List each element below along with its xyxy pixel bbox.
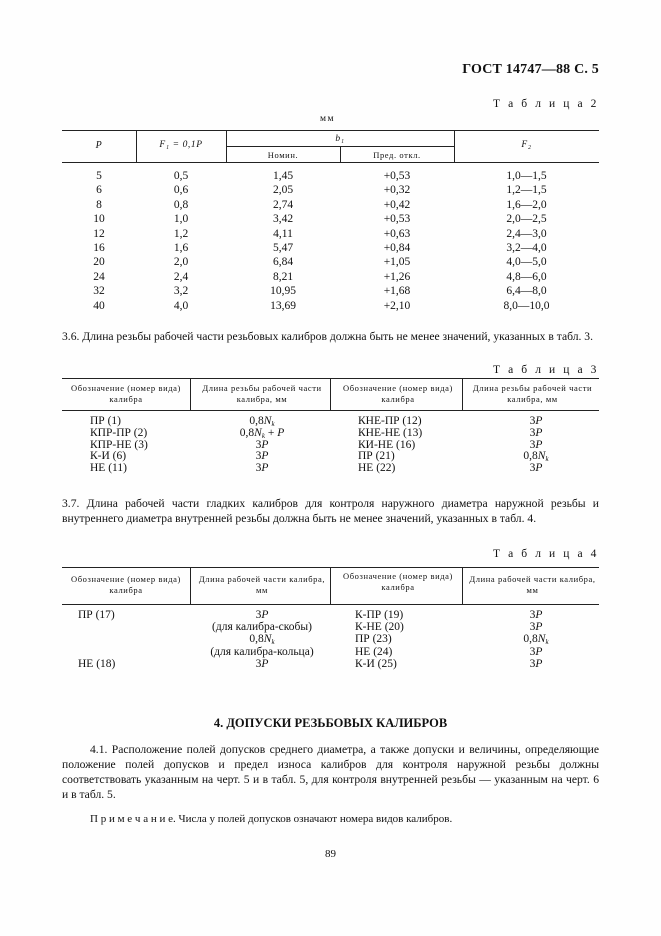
table-2-cell: 6,84 [272,256,294,269]
table-4-vrule [462,567,463,604]
table-4-length: 3P [529,657,543,670]
table-2-cell: 4,8—6,0 [506,270,547,283]
table-2-cell: 1,0 [173,213,189,226]
table-4-designation: К-НЕ (20) [355,621,404,634]
table-2-header-nominal: Номин. [267,150,299,160]
table-2-cell: 8,21 [272,270,294,283]
table-2-cell: +0,63 [383,227,411,240]
table-3-length: 3P [529,415,543,427]
table-3-designation: КПР-НЕ (3) [90,438,148,451]
table-2-cell: 2,0—2,5 [506,213,547,226]
table-4-caption: Т а б л и ц а 4 [492,548,599,560]
table-3-designation: НЕ (22) [358,462,396,475]
table-2-cell: +1,68 [383,285,411,298]
table-2-cell: 1,0—1,5 [506,170,547,182]
table-4-vrule [190,567,191,604]
table-2-cell: +2,10 [383,299,411,312]
table-4-header-designation: Обозначение (номер вида) калибра [71,574,181,595]
table-2-cell: 6 [96,184,102,197]
table-3-length: 3P [255,438,269,451]
table-2-cell: 4,0 [173,299,189,312]
table-3-header-designation: Обозначение (номер вида) калибра [343,383,453,404]
table-2-cell: 1,2—1,5 [506,184,547,197]
table-3-vrule [190,378,191,410]
table-2-cell: 2,05 [272,184,294,197]
table-4-length: $0,8N_k$ [523,633,549,647]
table-2-cell: +0,53 [383,213,411,226]
table-2-cell: 32 [93,285,105,298]
table-4-designation: НЕ (24) [355,645,393,658]
table-2-cell: +1,05 [383,256,411,269]
table-2-cell: +0,84 [383,242,411,254]
table-4-length: 3P [255,609,269,621]
table-3-length: $0,8N_k$ [523,450,549,464]
table-2-cell: 10 [93,213,105,226]
table-2-cell: +0,32 [383,184,411,197]
table-2-cell: 10,95 [270,285,296,298]
table-4-length: (для калибра-скобы) [212,621,312,634]
table-2-header-p: P [95,140,103,151]
table-3-length: $0,8N_k$ [249,415,275,428]
table-2-cell: 1,2 [173,227,189,240]
note-label: П р и м е ч а н и е. [90,813,176,825]
table-2-cell: 24 [93,270,105,283]
table-2-cell: 20 [93,256,105,269]
section-title: 4. ДОПУСКИ РЕЗЬБОВЫХ КАЛИБРОВ [213,716,448,730]
table-2-cell: 13,69 [270,299,296,312]
table-3-designation: КНЕ-НЕ (13) [358,426,423,439]
paragraph-3-7: 3.7. Длина рабочей части гладких калибров для контроля наружного диаметра наружной резьбы и внутреннего диаметра внутренней резьбы должна быть не менее значений, указанных в табл. 4. [62,497,599,525]
table-4-designation: НЕ (18) [78,658,116,670]
table-3-caption: Т а б л и ц а 3 [492,364,599,376]
table-3-length: $0,8N_k + P$ [239,426,285,440]
paragraph-4-1: 4.1. Расположение полей допусков среднего диаметра, а также допуски и величины, определяющие положение полей допусков и предел износа калибров для контроля наружной резьбы должны соответствовать указанным на черт. 5 и в табл. 5, для контроля внутренней резьбы — указанным на черт. 6 и в табл. 5. [62,743,599,801]
table-2-cell: +0,53 [383,170,411,182]
table-2-cell: 4,0—5,0 [506,256,547,269]
table-4-header-rule [62,604,599,605]
table-4-length: 3P [529,621,543,634]
table-2-cell: 1,45 [272,170,294,182]
table-2-header-f1: F₁ = 0,1P [159,140,203,150]
table-4-designation: К-ПР (19) [355,609,404,621]
table-4-designation: ПР (17) [78,609,115,621]
page-header: ГОСТ 14747—88 С. 5 [462,62,599,77]
table-4-header-length: Длина рабочей части калибра, мм [469,574,596,595]
table-4-vrule [330,567,331,604]
table-3-header-length: Длина резьбы рабочей части калибра, мм [202,383,322,404]
table-4-length: (для калибра-кольца) [210,645,314,658]
table-2-cell: 0,5 [173,170,189,182]
table-2-cell: 3,2 [173,285,189,298]
table-3-designation: КНЕ-ПР (12) [358,415,422,427]
table-3-designation: КИ-НЕ (16) [358,438,416,451]
table-2-cell: 8,0—10,0 [503,299,550,312]
table-4-header-designation: Обозначение (номер вида) калибра [343,571,453,592]
table-4-length: 3P [255,657,269,670]
table-3-header-length: Длина резьбы рабочей части калибра, мм [472,383,593,404]
table-4-length: 3P [529,609,543,621]
table-2-cell: 2,4—3,0 [506,227,547,240]
table-2-cell: 16 [93,242,105,254]
table-2-cell: 4,11 [273,227,293,240]
table-2-cell: 12 [93,227,105,240]
table-3-length: 3P [529,426,543,439]
table-3-length: 3P [255,462,269,475]
table-2-cell: +0,42 [383,198,411,211]
table-2-unit: мм [320,114,336,124]
table-3-vrule [462,378,463,410]
page-number: 89 [325,848,336,860]
table-2-cell: 5 [96,170,102,182]
table-4-header-length: Длина рабочей части калибра, мм [198,574,326,595]
table-2-caption: Т а б л и ц а 2 [492,98,599,110]
table-2-cell: 2,4 [173,270,189,283]
table-3-length: 3P [529,438,543,451]
table-3-designation: КПР-ПР (2) [90,426,148,439]
table-3-length: 3P [255,450,269,463]
table-3-header-designation: Обозначение (номер вида) калибра [71,383,181,404]
note [90,812,599,827]
table-2-cell: 1,6—2,0 [506,198,547,211]
table-2-cell: 3,42 [272,213,294,226]
table-3-designation: ПР (1) [90,415,121,427]
table-2-cell: 8 [96,198,102,211]
table-2-header-b1: b₁ [335,134,345,144]
table-4-length: $0,8N_k$ [249,633,275,647]
table-2-header-f2: F₂ [521,140,532,150]
table-2-cell: +1,26 [383,270,411,283]
table-2-cell: 2,0 [173,256,189,269]
table-4-designation: К-И (25) [355,657,397,670]
table-2-cell: 1,6 [173,242,189,254]
table-2-cell: 0,8 [173,198,189,211]
note-text: Числа у полей допусков означают номера видов калибров. [178,813,453,825]
table-3-vrule [330,378,331,410]
table-4-length: 3P [529,645,543,658]
table-2-cell: 2,74 [272,198,294,211]
table-3-designation: К-И (6) [90,450,127,463]
table-2-header-rule [62,162,599,163]
table-2-cell: 6,4—8,0 [506,285,547,298]
table-4-designation: ПР (23) [355,633,392,646]
table-2-cell: 0,6 [173,184,189,197]
table-2-cell: 5,47 [272,242,294,254]
table-2-header-deviation: Пред. откл. [373,150,421,160]
paragraph-3-6: 3.6. Длина резьбы рабочей части резьбовых калибров должна быть не менее значений, указанных в табл. 3. [62,330,593,343]
table-2-top-rule [62,130,599,131]
table-3-designation: НЕ (11) [90,462,127,475]
table-2-cell: 40 [93,299,105,312]
table-2-cell: 3,2—4,0 [506,242,547,254]
table-3-header-rule [62,410,599,411]
table-3-designation: ПР (21) [358,450,395,463]
table-3-length: 3P [529,462,543,475]
